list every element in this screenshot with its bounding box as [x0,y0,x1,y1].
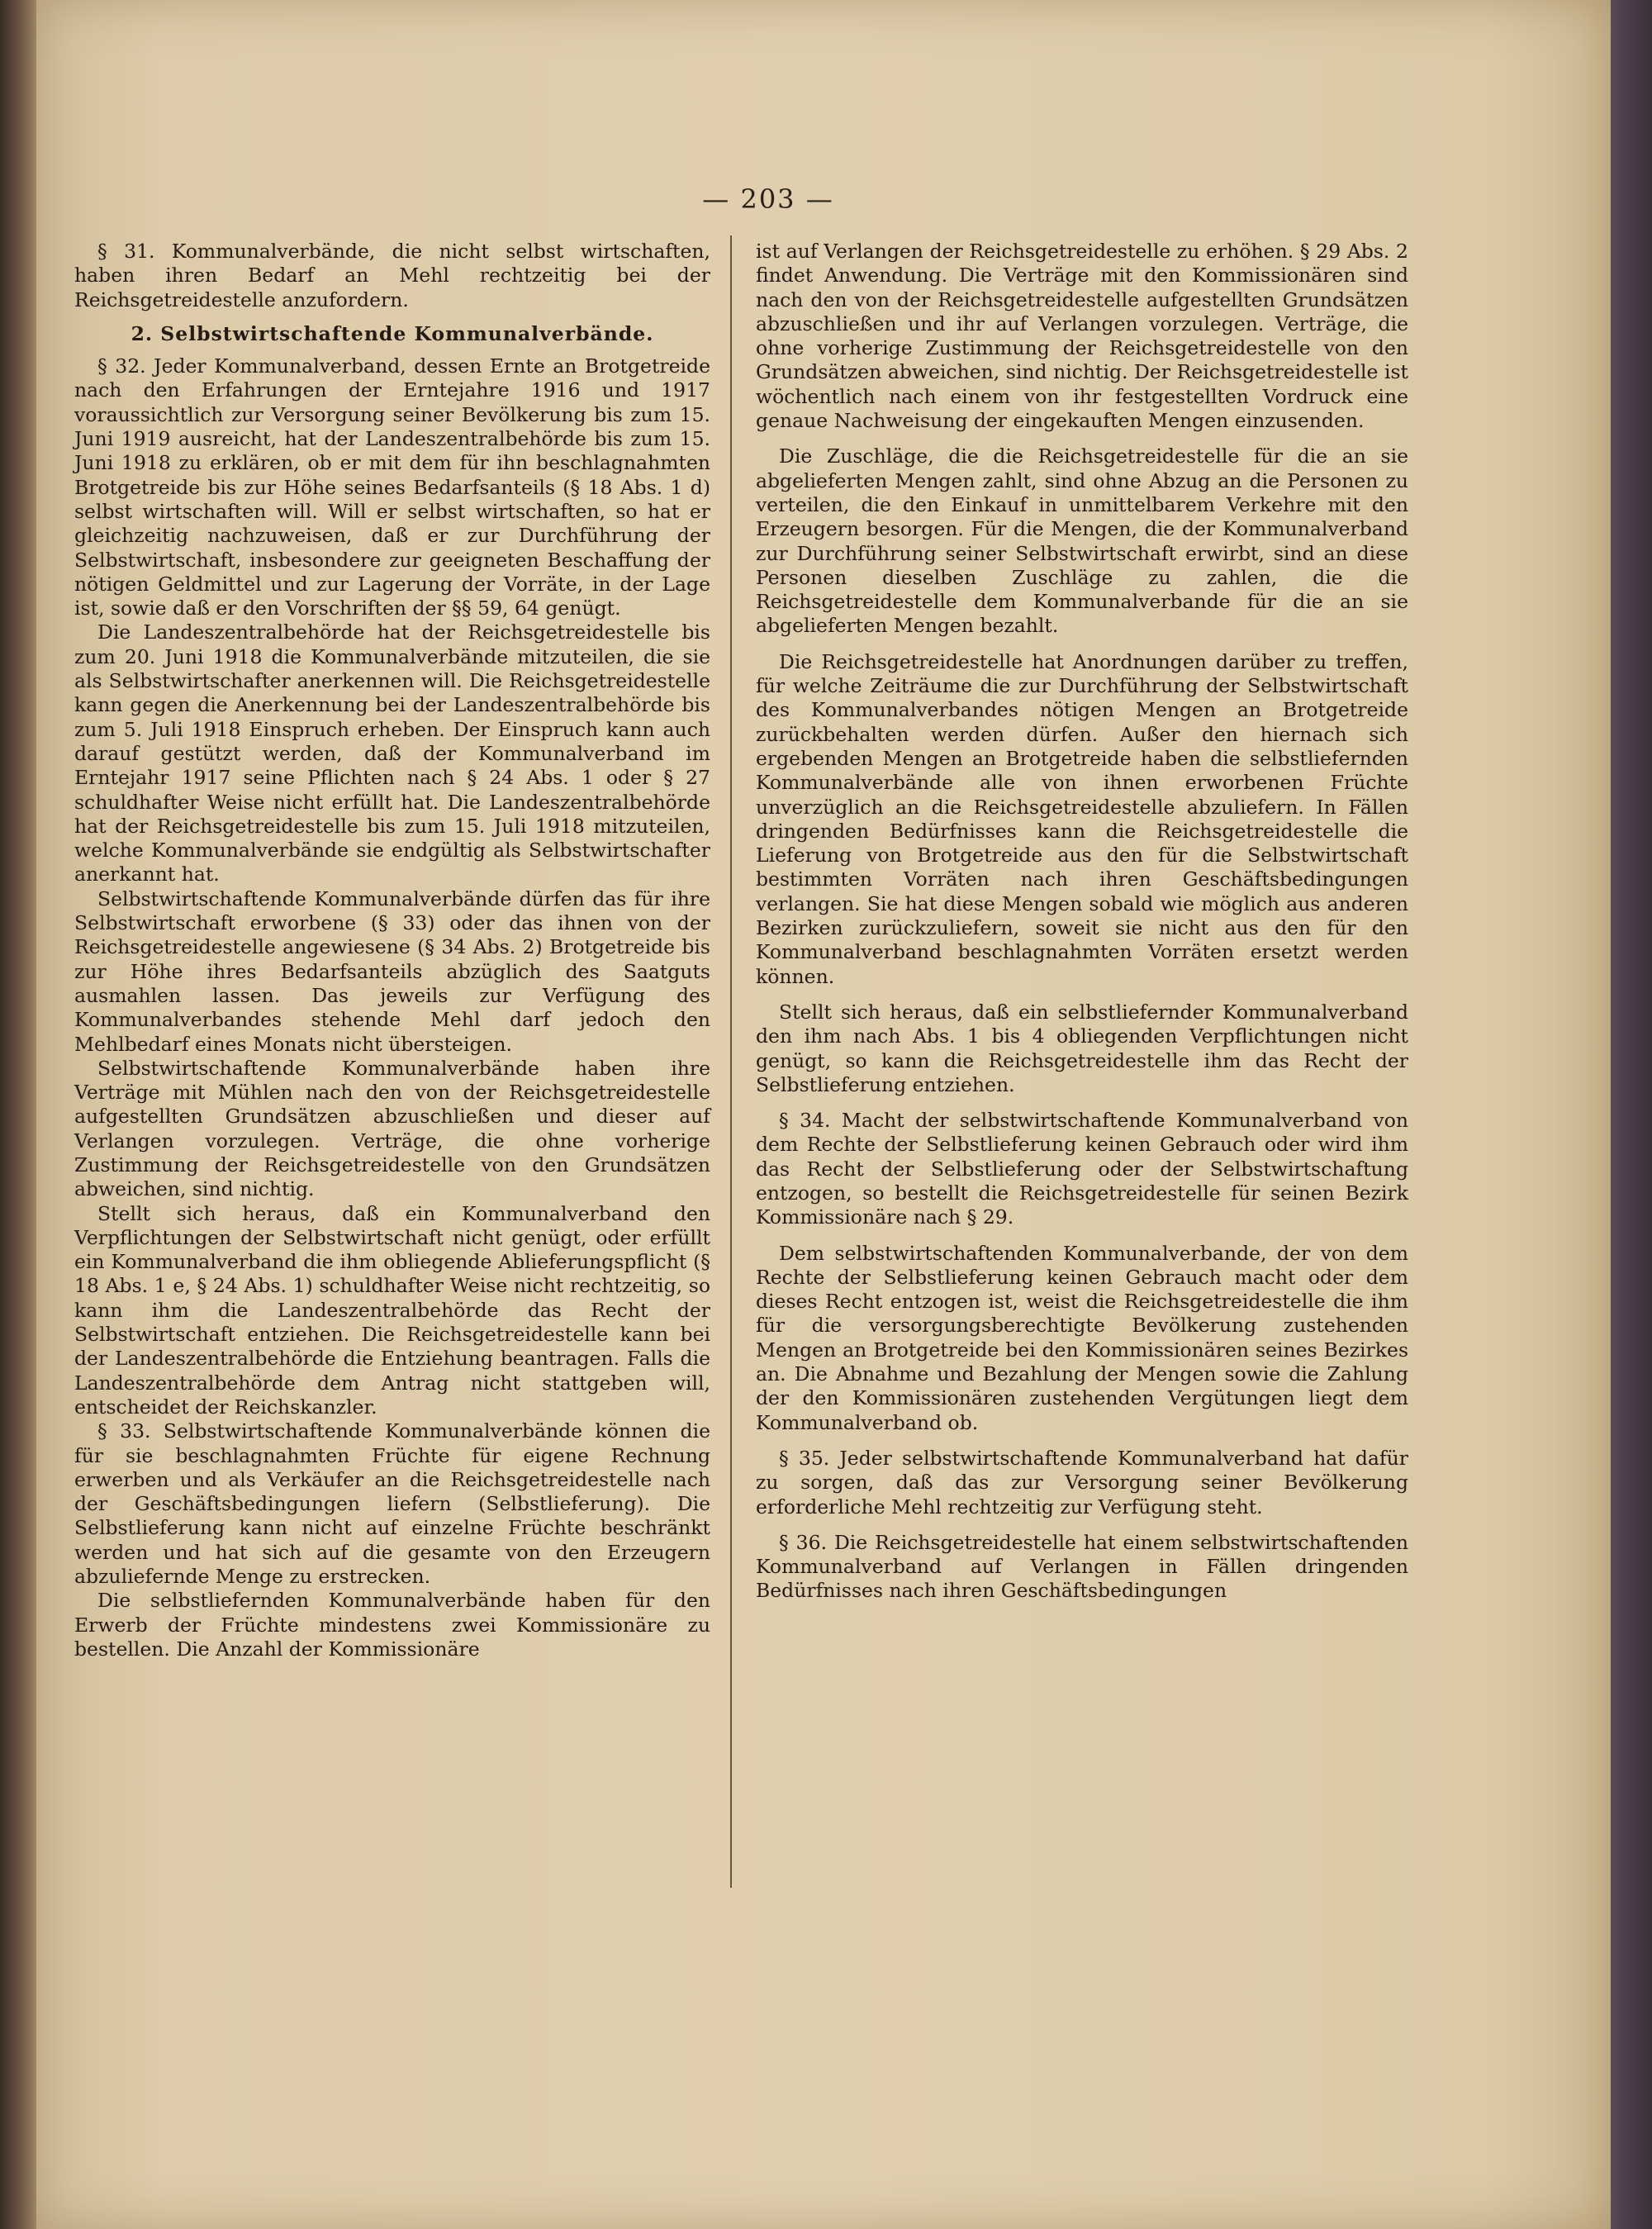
paragraph-32: § 32. Jeder Kommunalverband, dessen Ernte an Brotgetreide nach den Erfahrungen der Erntejahre 1916 und 1917 voraussichtlich zur Versorgung seiner Bevölkerung bis zum 15. Juni 1919 ausreicht, hat der Landeszentralbehörde bis zum 15. Juni 1918 zu erklären, ob er mit dem für ihn beschlagnahmten Brotgetreide bis zur Höhe seines Bedarfsanteils (§ 18 Abs. 1 d) selbst wirtschaften will. Will er selbst wirtschaften, so hat er gleichzeitig nachzuweisen, daß er zur Durchführung der Selbstwirtschaft, insbesondere zur geeigneten Beschaffung der nötigen Geldmittel und zur Lagerung der Vorräte, in der Lage ist, sowie daß er den Vorschriften der §§ 59, 64 genügt. [74,354,710,620]
adjacent-page-edge [0,0,36,2229]
paragraph-32-entziehung: Stellt sich heraus, daß ein Kommunalverband den Verpflichtungen der Selbstwirtschaft nicht genügt, oder erfüllt ein Kommunalverband die ihm obliegende Ablieferungspflicht (§ 18 Abs. 1 e, § 24 Abs. 1) schuldhafter Weise nicht rechtzeitig, so kann ihm die Landeszentralbehörde das Recht der Selbstwirtschaft entziehen. Die Reichsgetreidestelle kann bei der Landeszentralbehörde die Entziehung beantragen. Falls die Landeszentralbehörde dem Antrag nicht stattgeben will, entscheidet der Reichskanzler. [74,1201,710,1419]
paragraph-34-zuweisung: Dem selbstwirtschaftenden Kommunalverbande, der von dem Rechte der Selbstlieferung keinen Gebrauch macht oder dem dieses Recht entzogen ist, weist die Reichsgetreidestelle die ihm für die versorgungsberechtigte Bevölkerung zustehenden Mengen an Brotgetreide bei den Kommissionären seines Bezirkes an. Die Abnahme und Bezahlung der Mengen sowie die Zahlung der den Kommissionären zustehenden Vergütungen liegt dem Kommunalverband ob. [756,1241,1408,1434]
left-column [74,240,710,1661]
paragraph-34: § 34. Macht der selbstwirtschaftende Kommunalverband von dem Rechte der Selbstlieferung keinen Gebrauch oder wird ihm das Recht der Selbstlieferung oder der Selbstwirtschaftung entzogen, so bestellt die Reichsgetreidestelle für seinen Bezirk Kommissionäre nach § 29. [756,1109,1408,1229]
section-heading: 2. Selbstwirtschaftende Kommunalverbände. [131,321,654,345]
paragraph-32-anerkennung: Die Landeszentralbehörde hat der Reichsgetreidestelle bis zum 20. Juni 1918 die Kommunalverbände mitzuteilen, die sie als Selbstwirtschafter anerkennen will. Die Reichsgetreidestelle kann gegen die Anerkennung bei der Landeszentralbehörde bis zum 5. Juli 1918 Einspruch erheben. Der Einspruch kann auch darauf gestützt werden, daß der Kommunalverband im Erntejahr 1917 seine Pflichten nach § 24 Abs. 1 oder § 27 schuldhafter Weise nicht erfüllt hat. Die Landeszentralbehörde hat der Reichsgetreidestelle bis zum 15. Juli 1918 mitzuteilen, welche Kommunalverbände sie endgültig als Selbstwirtschafter anerkannt hat. [74,620,710,886]
page-number: — 203 — [702,183,834,215]
paragraph-35: § 35. Jeder selbstwirtschaftende Kommunalverband hat dafür zu sorgen, daß das zur Versorgung seiner Bevölkerung erforderliche Mehl rechtzeitig zur Verfügung steht. [756,1446,1408,1518]
column-divider [730,235,732,1888]
paragraph-33-continued: ist auf Verlangen der Reichsgetreidestelle zu erhöhen. § 29 Abs. 2 findet Anwendung. Die Verträge mit den Kommissionären sind nach den von der Reichsgetreidestelle aufgestellten Grundsätzen abzuschließen und ihr auf Verlangen vorzulegen. Verträge, die ohne vorherige Zustimmung der Reichsgetreidestelle von den Grundsätzen abweichen, sind nichtig. Der Reichsgetreidestelle ist wöchentlich nach einem von ihr festgestellten Vordruck eine genaue Nachweisung der eingekauften Mengen einzusenden. [756,240,1408,433]
book-cover-edge [1611,0,1652,2229]
paragraph-33-anordnungen: Die Reichsgetreidestelle hat Anordnungen darüber zu treffen, für welche Zeiträume die zur Durchführung der Selbstwirtschaft des Kommunalverbandes nötigen Mengen an Brotgetreide zurückbehalten werden dürfen. Außer den hiernach sich ergebenden Mengen an Brotgetreide haben die selbstliefernden Kommunalverbände alle von ihnen erworbenen Früchte unverzüglich an die Reichsgetreidestelle abzuliefern. In Fällen dringenden Bedürfnisses kann die Reichsgetreidestelle die Lieferung von Brotgetreide aus den für die Selbstwirtschaft bestimmten Vorräten nach ihren Geschäftsbedingungen verlangen. Sie hat diese Mengen sobald wie möglich aus anderen Bezirken zurückzuliefern, soweit sie nicht aus den für den Kommunalverband beschlagnahmten Vorräten ersetzt werden können. [756,649,1408,988]
paragraph-33: § 33. Selbstwirtschaftende Kommunalverbände können die für sie beschlagnahmten Früchte für eigene Rechnung erwerben und als Verkäufer an die Reichsgetreidestelle nach der Geschäftsbedingungen liefern (Selbstlieferung). Die Selbstlieferung kann nicht auf einzelne Früchte beschränkt werden und hat sich auf die gesamte von den Erzeugern abzuliefernde Menge zu erstrecken. [74,1419,710,1589]
paragraph-33-kommissionaere: Die selbstliefernden Kommunalverbände haben für den Erwerb der Früchte mindestens zwei Kommissionäre zu bestellen. Die Anzahl der Kommissionäre [74,1589,710,1661]
right-column [756,240,1408,1604]
paragraph-33-zuschlaege: Die Zuschläge, die die Reichsgetreidestelle für die an sie abgelieferten Mengen zahlt, sind ohne Abzug an die Personen zu verteilen, die den Einkauf in unmittelbarem Verkehre mit den Erzeugern besorgen. Für die Mengen, die der Kommunalverband zur Durchführung seiner Selbstwirtschaft erwirbt, sind an diese Personen dieselben Zuschläge zu zahlen, die die Reichsgetreidestelle dem Kommunalverbande für die an sie abgelieferten Mengen bezahlt. [756,444,1408,638]
paragraph-32-muehlen: Selbstwirtschaftende Kommunalverbände haben ihre Verträge mit Mühlen nach den von der Reichsgetreidestelle aufgestellten Grundsätzen abzuschließen und dieser auf Verlangen vorzulegen. Verträge, die ohne vorherige Zustimmung der Reichsgetreidestelle von den Grundsätzen abweichen, sind nichtig. [74,1056,710,1201]
paragraph-36: § 36. Die Reichsgetreidestelle hat einem selbstwirtschaftenden Kommunalverband auf Verlangen in Fällen dringenden Bedürfnisses nach ihren Geschäftsbedingungen [756,1530,1408,1603]
paragraph-33-entziehung: Stellt sich heraus, daß ein selbstliefernder Kommunalverband den ihm nach Abs. 1 bis 4 obliegenden Verpflichtungen nicht genügt, so kann die Reichsgetreidestelle ihm das Recht der Selbstlieferung entziehen. [756,1000,1408,1096]
paragraph-32-ausmahlen: Selbstwirtschaftende Kommunalverbände dürfen das für ihre Selbstwirtschaft erworbene (§ 33) oder das ihnen von der Reichsgetreidestelle angewiesene (§ 34 Abs. 2) Brotgetreide bis zur Höhe ihres Bedarfsanteils abzüglich des Saatguts ausmahlen lassen. Das jeweils zur Verfügung des Kommunalverbandes stehende Mehl darf jedoch den Mehlbedarf eines Monats nicht übersteigen. [74,886,710,1056]
paragraph-31: § 31. Kommunalverbände, die nicht selbst wirtschaften, haben ihren Bedarf an Mehl rechtzeitig bei der Reichsgetreidestelle anzufordern. [74,240,710,311]
